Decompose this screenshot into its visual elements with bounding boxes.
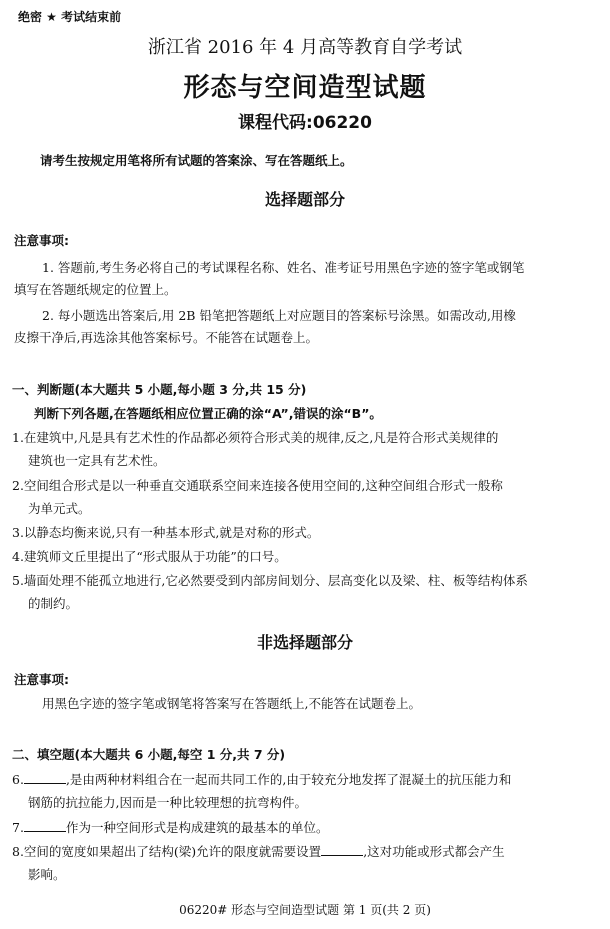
fill-q8-blank: [321, 843, 363, 856]
exam-line: 浙江省 2016 年 4 月高等教育自学考试: [147, 37, 463, 58]
judgement-q1-line2: 建筑也一定具有艺术性。: [28, 453, 166, 468]
choice-note2-line2: 皮擦干净后,再选涂其他答案标号。不能答在试题卷上。: [14, 330, 318, 345]
fill-q6-line2: 钢筋的抗拉能力,因而是一种比较理想的抗弯构件。: [28, 795, 307, 810]
judgement-q2-line2: 为单元式。: [28, 501, 91, 516]
fill-q7-blank: [24, 819, 66, 832]
nonchoice-notes-heading: 注意事项:: [14, 672, 69, 687]
fill-q6-number: 6.: [12, 772, 24, 787]
fill-q7-text: 作为一种空间形式是构成建筑的最基本的单位。: [65, 820, 329, 835]
fill-q7: [12, 818, 328, 836]
nonchoice-note: 用黑色字迹的签字笔或钢笔将答案写在答题纸上,不能答在试题卷上。: [42, 696, 421, 711]
choice-notes-heading: 注意事项:: [14, 233, 69, 248]
fill-q8-text-a: 8.空间的宽度如果超出了结构(梁)允许的限度就需要设置: [12, 844, 322, 859]
judgement-subheading: 判断下列各题,在答题纸相应位置正确的涂“A”,错误的涂“B”。: [34, 406, 382, 421]
fill-q6-text: ,是由两种材料组合在一起而共同工作的,由于较充分地发挥了混凝土的抗压能力和: [65, 772, 512, 787]
fill-q7-number: 7.: [12, 820, 24, 835]
fill-q6-line1: [12, 770, 511, 788]
judgement-q2-line1: 2.空间组合形式是以一种垂直交通联系空间来连接各使用空间的,这种空间组合形式一般称: [12, 478, 503, 493]
judgement-q4: 4.建筑师文丘里提出了“形式服从于功能”的口号。: [12, 549, 287, 564]
page-footer: 06220# 形态与空间造型试题 第 1 页(共 2 页): [179, 903, 431, 917]
course-code: 课程代码:06220: [238, 113, 372, 133]
judgement-q1-line1: 1.在建筑中,凡是具有艺术性的作品都必须符合形式美的规律,反之,凡是符合形式美规律的: [12, 430, 499, 445]
general-instruction: 请考生按规定用笔将所有试题的答案涂、写在答题纸上。: [40, 153, 353, 168]
fill-q6-blank: [24, 771, 66, 784]
fill-q8-line2: 影响。: [28, 867, 66, 882]
judgement-q5-line2: 的制约。: [28, 596, 79, 611]
choice-part-heading: 选择题部分: [264, 190, 345, 209]
fill-q8-line1: [12, 842, 505, 860]
judgement-heading: 一、判断题(本大题共 5 小题,每小题 3 分,共 15 分): [12, 382, 307, 397]
page-title: 形态与空间造型试题: [183, 73, 427, 103]
judgement-q3: 3.以静态均衡来说,只有一种基本形式,就是对称的形式。: [12, 525, 320, 540]
choice-note2-line1: 2. 每小题选出答案后,用 2B 铅笔把答题纸上对应题目的答案标号涂黑。如需改动,用橡: [42, 308, 516, 323]
choice-note1-line2: 填写在答题纸规定的位置上。: [14, 282, 177, 297]
judgement-q5-line1: 5.墙面处理不能孤立地进行,它必然要受到内部房间划分、层高变化以及梁、柱、板等结构体系: [12, 573, 528, 588]
confidential-mark: 绝密 ★ 考试结束前: [18, 10, 122, 24]
nonchoice-part-heading: 非选择题部分: [256, 633, 353, 652]
choice-note1-line1: 1. 答题前,考生务必将自己的考试课程名称、姓名、准考证号用黑色字迹的签字笔或钢笔: [42, 260, 525, 275]
fill-q8-text-b: ,这对功能或形式都会产生: [363, 844, 505, 859]
fill-heading: 二、填空题(本大题共 6 小题,每空 1 分,共 7 分): [12, 747, 286, 762]
